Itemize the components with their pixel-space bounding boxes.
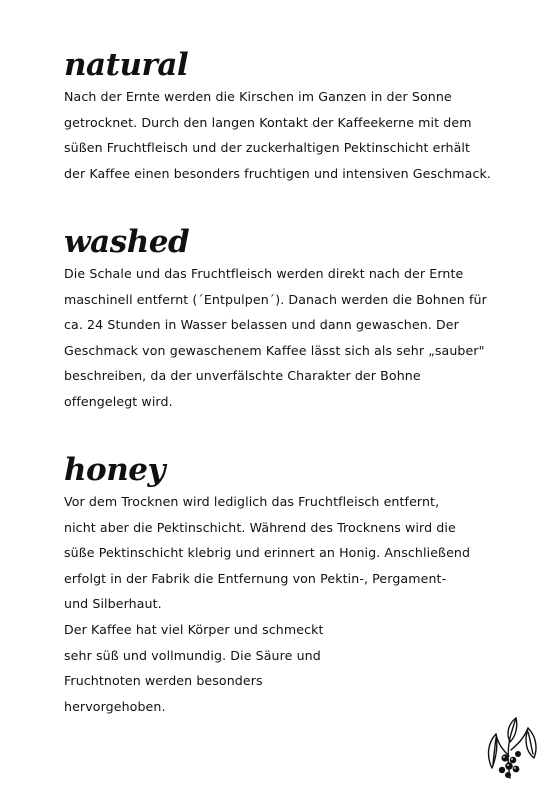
text-line: Fruchtnoten werden besonders xyxy=(64,673,263,689)
text-line: Nach der Ernte werden die Kirschen im Ganzen in der Sonne xyxy=(64,89,452,104)
text-line: süße Pektinschicht klebrig und erinnert an Honig. Anschließend xyxy=(64,545,471,561)
paragraph-washed xyxy=(64,261,514,415)
heading-natural: natural xyxy=(64,47,189,83)
text-line: Geschmack von gewaschenem Kaffee lässt sich als sehr „sauber" xyxy=(64,342,485,358)
text-line: hervorgehoben. xyxy=(64,698,166,714)
text-line: beschreiben, da der unverfälschte Charakter der Bohne xyxy=(64,368,421,384)
section-honey xyxy=(64,453,514,719)
text-line: ca. 24 Stunden in Wasser belassen und dann gewaschen. Der xyxy=(64,317,459,333)
text-line: maschinell entfernt (´Entpulpen´). Danach werden die Bohnen für xyxy=(64,291,487,307)
section-washed xyxy=(64,225,514,415)
text-line: und Silberhaut. xyxy=(64,596,162,612)
text-line: Vor dem Trocknen wird lediglich das Fruchtfleisch entfernt, xyxy=(64,494,440,509)
text-line: der Kaffee einen besonders fruchtigen und intensiven Geschmack. xyxy=(64,165,491,181)
heading-honey: honey xyxy=(64,452,165,488)
text-line: Der Kaffee hat viel Körper und schmeckt xyxy=(64,621,324,637)
section-natural xyxy=(64,48,514,186)
heading-washed: washed xyxy=(64,224,190,260)
paragraph-honey xyxy=(64,489,514,719)
text-line: sehr süß und vollmundig. Die Säure und xyxy=(64,647,321,663)
text-line: Die Schale und das Fruchtfleisch werden direkt nach der Ernte xyxy=(64,266,464,281)
paragraph-natural xyxy=(64,84,514,186)
text-line: nicht aber die Pektinschicht. Während des Trocknens wird die xyxy=(64,519,456,535)
text-line: süßen Fruchtfleisch und der zuckerhaltigen Pektinschicht erhält xyxy=(64,140,471,156)
text-line: getrocknet. Durch den langen Kontakt der Kaffeekerne mit dem xyxy=(64,114,472,130)
text-line: erfolgt in der Fabrik die Entfernung von Pektin-, Pergament- xyxy=(64,570,447,586)
coffee-branch-icon xyxy=(480,712,540,782)
text-line: offengelegt wird. xyxy=(64,393,173,409)
